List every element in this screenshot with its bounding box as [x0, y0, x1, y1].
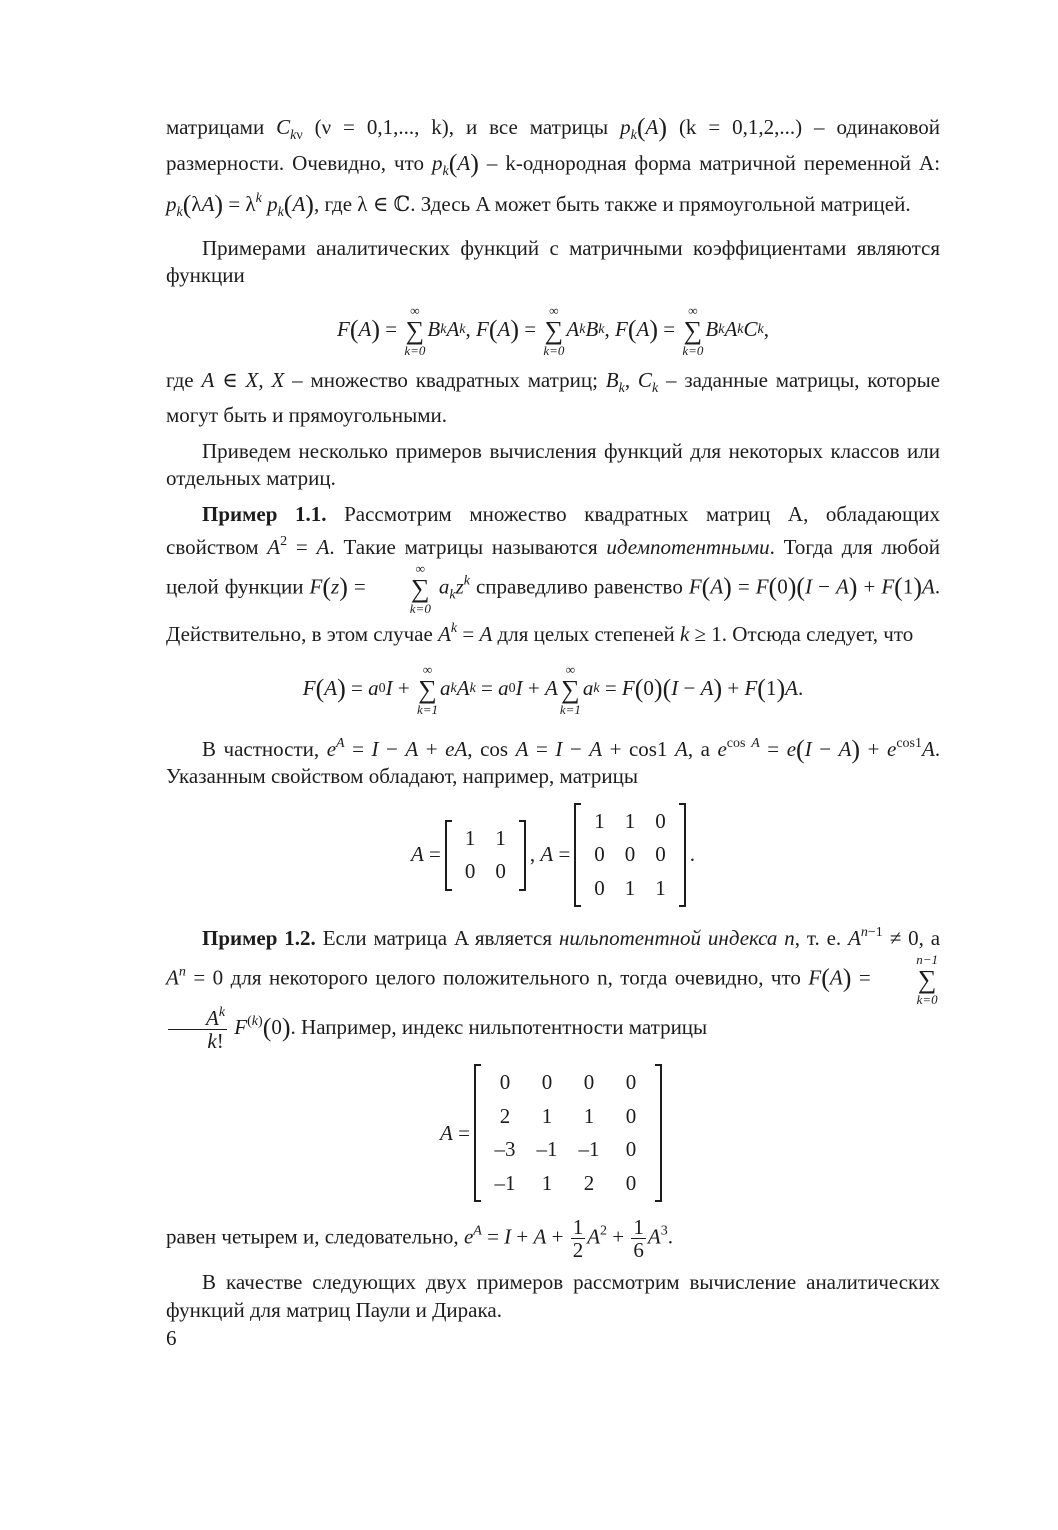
- page-body: [166, 114, 940, 1324]
- paragraph-1: матрицами $C_{k\nu}$ (ν = 0,1,..., k), и все матрицы $p_k(A) (k = 0,1,2,...)$ – одинаковой размерности. Очевидно, что $p_k(A)$ – k-однородная форма матричной переменной A: $p_k(\lambda A) = \lambda^k$ $p_k(A)$, где λ ∈ ℂ. Здесь A может быть также и прямоугольной матрицей.: [166, 113, 941, 220]
- equation-matrices-1: A = 1 1 0 0 , A = 1 1 0 0 0 0 0 1 1 .: [166, 803, 940, 908]
- equation-idempotent: F ( A ) = a 0 I + ∞ ∑ k=1 a k A k = a 0 I + A ∞ ∑ k=1 a k = F ( 0 ) ( I − A ) + F ( 1 ) A .: [302, 661, 804, 717]
- equation-series: F ( A ) = ∞ ∑ k=0 B k A k , F ( A ) = ∞ ∑ k=0 A k B k , F ( A ) = ∞ ∑ k=0 B k A k C k ,: [337, 302, 769, 358]
- paragraph-2: Примерами аналитических функций с матричными коэффициентами являются функции: [166, 235, 940, 287]
- example-1-2: Пример 1.2. Если матрица A является нильпотентной индекса n, т. е. $A^{n-1} \ne 0$, а $A^n = 0$ для некоторого целого положительного n, тогда очевидно, что F(A) = n−1 ∑ k=0 $\frac{A^k}{k!}$ $F^{(k)}(0)$. Например, индекс нильпотентности матрицы: [166, 925, 941, 1054]
- paragraph-9: В качестве следующих двух примеров рассмотрим вычисление аналитических функций для матриц Паули и Дирака.: [166, 1270, 940, 1322]
- example-1-1: Пример 1.1. Рассмотрим множество квадратных матриц A, обладающих свойством $A^2 = A$. Такие матрицы называются идемпотентными. Тогда для любой целой функции F(z) = ∞ ∑ k=0 $a_kz^k$ справедливо равенство F(A) = F(0)(I − A) + F(1)A. Действительно, в этом случае $A^k = A$ для целых степеней k ≥ 1. Отсюда следует, что: [166, 501, 941, 647]
- page-number: 6: [166, 1326, 177, 1350]
- matrix-1: 1 1 0 0: [445, 820, 526, 891]
- paragraph-6: В частности, $e^A = I - A$ + eA, cos A = I − A + cos1 A, а $e^{cos A} = e(I - A) + e^{cos1}A$. Указанным свойством обладают, например, матрицы: [166, 734, 941, 789]
- paragraph-8: равен четырем и, следовательно, $e^A = I + A$ + $\frac{1}{2}$ $A^2$ + $\frac{1}{6}$ $A^3$.: [166, 1215, 673, 1263]
- paragraph-3: где A ∈ X, X – множество квадратных матриц; $B_k$, $C_k$ – заданные матрицы, которые могут быть и прямоугольными.: [166, 367, 941, 428]
- paragraph-4: Приведем несколько примеров вычисления функций для некоторых классов или отдельных матриц.: [166, 438, 940, 491]
- matrix-2: 1 1 0 0 0 0 0 1 1: [574, 803, 686, 908]
- equation-matrix-3: A = 0 0 0 0 2 1 1 0 –3 –1 –1 0 –1 1 2 0: [166, 1064, 940, 1202]
- matrix-3: 0 0 0 0 2 1 1 0 –3 –1 –1 0 –1 1 2 0: [474, 1064, 662, 1202]
